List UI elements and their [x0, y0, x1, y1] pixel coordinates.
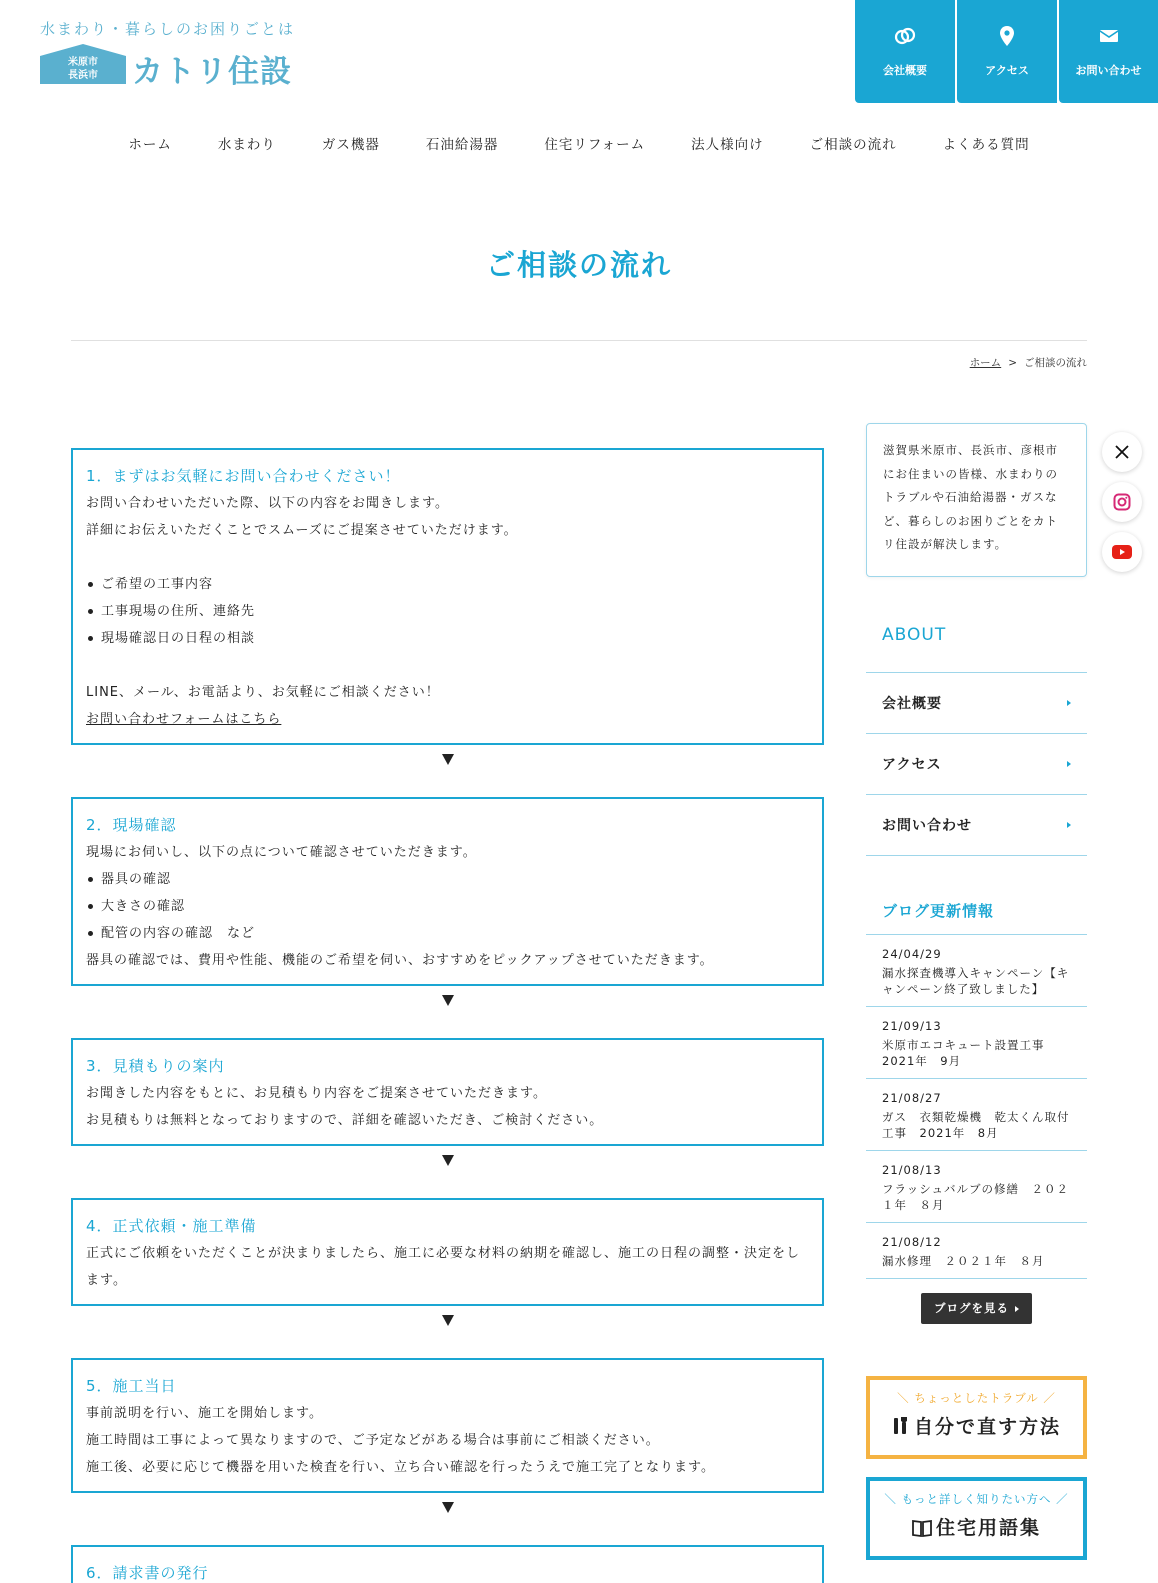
triangle-right-icon — [1067, 700, 1071, 706]
x-button[interactable] — [1102, 432, 1142, 472]
glossary-banner[interactable] — [866, 1477, 1087, 1560]
post-title: 漏水探査機導入キャンペーン【キャンペーン終了致しました】 — [882, 966, 1070, 996]
contact-label: お問い合わせ — [1075, 64, 1142, 77]
view-blog-button[interactable] — [921, 1293, 1032, 1324]
consultation-steps — [71, 448, 824, 1583]
step-title: 2．現場確認 — [86, 816, 177, 834]
logo-city-2: 長浜市 — [68, 70, 98, 81]
step-5 — [71, 1358, 824, 1493]
contact-button[interactable] — [1059, 0, 1158, 103]
nav-faq[interactable]: よくある質問 — [942, 137, 1030, 153]
triangle-right-icon — [1015, 1306, 1019, 1312]
company-intro: 滋賀県米原市、長浜市、彦根市にお住まいの皆様、水まわりのトラブルや石油給湯器・ガスなど、暮らしのお困りごとをカトリ住設が解決します。 — [866, 423, 1087, 577]
banner-title: 自分で直す方法 — [913, 1416, 1061, 1438]
nav-home[interactable]: ホーム — [128, 137, 172, 153]
global-nav — [0, 133, 1158, 153]
blog-posts — [866, 934, 1087, 1279]
down-arrow-icon — [442, 1155, 454, 1166]
youtube-button[interactable] — [1102, 532, 1142, 572]
sidebar — [866, 423, 1087, 1560]
list-item: 器具の確認 — [86, 866, 809, 893]
nav-plumbing[interactable]: 水まわり — [217, 137, 276, 153]
banner-subtitle: ＼ もっと詳しく知りたい方へ ／ — [884, 1492, 1069, 1506]
banner-title: 住宅用語集 — [935, 1517, 1041, 1539]
list-item: 配管の内容の確認 など — [86, 920, 809, 947]
step-2 — [71, 797, 824, 986]
blog-post[interactable] — [866, 1079, 1087, 1151]
down-arrow-icon — [442, 995, 454, 1006]
nav-oil-water-heater[interactable]: 石油給湯器 — [425, 137, 499, 153]
step-text: 現場にお伺いし、以下の点について確認させていただきます。 — [86, 845, 477, 860]
blog-post[interactable] — [866, 935, 1087, 1007]
company-overview-button[interactable] — [855, 0, 955, 103]
post-date: 21/08/12 — [882, 1235, 942, 1249]
map-pin-icon — [995, 24, 1019, 48]
sidebar-item-access[interactable] — [866, 734, 1087, 795]
sidebar-item-contact[interactable] — [866, 795, 1087, 856]
step-bullets — [86, 571, 809, 652]
banner-subtitle: ＼ ちょっとしたトラブル ／ — [897, 1391, 1056, 1405]
tools-icon — [892, 1416, 910, 1436]
mail-icon — [1097, 24, 1121, 48]
blog-post[interactable] — [866, 1007, 1087, 1079]
x-icon — [1114, 444, 1130, 460]
step-title: 6．請求書の発行 — [86, 1564, 209, 1582]
breadcrumb-current: ご相談の流れ — [1024, 357, 1087, 369]
post-title: 漏水修理 ２０２１年 ８月 — [882, 1254, 1045, 1268]
step-title: 3．見積もりの案内 — [86, 1057, 225, 1075]
contact-form-link[interactable]: お問い合わせフォームはこちら — [86, 712, 282, 727]
step-title: 4．正式依頼・施工準備 — [86, 1217, 257, 1235]
rings-icon — [893, 24, 917, 48]
nav-gas-appliances[interactable]: ガス機器 — [321, 137, 380, 153]
triangle-right-icon — [1067, 761, 1071, 767]
instagram-icon — [1113, 493, 1131, 511]
down-arrow-icon — [442, 754, 454, 765]
list-item: 大きさの確認 — [86, 893, 809, 920]
instagram-button[interactable] — [1102, 482, 1142, 522]
step-3 — [71, 1038, 824, 1146]
social-links — [1102, 432, 1142, 582]
nav-home-reform[interactable]: 住宅リフォーム — [544, 137, 646, 153]
step-bullets — [86, 866, 809, 947]
breadcrumb-home[interactable]: ホーム — [969, 357, 1002, 369]
logo-city-1: 米原市 — [68, 57, 98, 68]
view-blog-label: ブログを見る — [934, 1301, 1009, 1315]
down-arrow-icon — [442, 1315, 454, 1326]
diy-fix-banner[interactable] — [866, 1376, 1087, 1459]
sidebar-item-label: アクセス — [882, 757, 942, 773]
step-text: 正式にご依頼をいただくことが決まりましたら、施工に必要な材料の納期を確認し、施工の日程の調整・決定をします。 — [86, 1246, 801, 1288]
post-title: 米原市エコキュート設置工事 2021年 9月 — [882, 1038, 1045, 1068]
blog-post[interactable] — [866, 1151, 1087, 1223]
blog-post[interactable] — [866, 1223, 1087, 1279]
breadcrumb — [970, 355, 1087, 370]
step-text: 事前説明を行い、施工を開始します。 — [86, 1406, 323, 1421]
down-arrow-icon — [442, 1502, 454, 1513]
step-text: お問い合わせいただいた際、以下の内容をお聞きします。 — [86, 496, 449, 511]
post-title: フラッシュバルブの修繕 ２０２１年 ８月 — [882, 1182, 1070, 1212]
step-title: 5．施工当日 — [86, 1377, 177, 1395]
site-logo[interactable] — [40, 18, 300, 90]
list-item: 工事現場の住所、連絡先 — [86, 598, 809, 625]
blog-heading: ブログ更新情報 — [882, 902, 995, 920]
step-1 — [71, 448, 824, 745]
step-text: 施工後、必要に応じて機器を用いた検査を行い、立ち合い確認を行ったうえで施工完了となります。 — [86, 1460, 715, 1475]
list-item: 現場確認日の日程の相談 — [86, 625, 809, 652]
post-date: 21/08/13 — [882, 1163, 942, 1177]
about-links — [866, 672, 1087, 856]
step-title: 1．まずはお気軽にお問い合わせください！ — [86, 467, 401, 485]
post-date: 21/09/13 — [882, 1019, 942, 1033]
access-button[interactable] — [957, 0, 1057, 103]
house-logo-mark — [40, 44, 126, 84]
youtube-icon — [1112, 545, 1132, 559]
access-label: アクセス — [985, 64, 1029, 77]
sidebar-item-label: 会社概要 — [882, 696, 942, 712]
page-title: ご相談の流れ — [485, 248, 672, 282]
step-text: お見積もりは無料となっておりますので、詳細を確認いただき、ご検討ください。 — [86, 1113, 604, 1128]
step-text: 器具の確認では、費用や性能、機能のご希望を伺い、おすすめをピックアップさせていただきます。 — [86, 953, 714, 968]
logo-tagline: 水まわり・暮らしのお困りごとは — [40, 20, 296, 38]
list-item: ご希望の工事内容 — [86, 571, 809, 598]
title-divider — [71, 340, 1087, 341]
step-6 — [71, 1545, 824, 1583]
step-text: 詳細にお伝えいただくことでスムーズにご提案させていただけます。 — [86, 523, 518, 538]
breadcrumb-separator: > — [1008, 357, 1017, 369]
step-text: お聞きした内容をもとに、お見積もり内容をご提案させていただきます。 — [86, 1086, 547, 1101]
post-date: 21/08/27 — [882, 1091, 942, 1105]
header-quick-links — [855, 0, 1158, 103]
book-icon — [912, 1519, 932, 1537]
post-title: ガス 衣類乾燥機 乾太くん取付工事 2021年 8月 — [882, 1110, 1070, 1140]
sidebar-item-company[interactable] — [866, 673, 1087, 734]
post-date: 24/04/29 — [882, 947, 942, 961]
triangle-right-icon — [1067, 822, 1071, 828]
step-4 — [71, 1198, 824, 1306]
company-overview-label: 会社概要 — [883, 64, 927, 77]
sidebar-item-label: お問い合わせ — [882, 818, 972, 834]
step-text: LINE、メール、お電話より、お気軽にご相談ください！ — [86, 685, 440, 700]
step-text: 施工時間は工事によって異なりますので、ご予定などがある場合は事前にご相談ください。 — [86, 1433, 660, 1448]
about-heading: ABOUT — [882, 625, 947, 645]
nav-consultation-flow[interactable]: ご相談の流れ — [809, 137, 897, 153]
brand-name: カトリ住設 — [132, 54, 292, 90]
nav-corporate[interactable]: 法人様向け — [691, 137, 764, 153]
